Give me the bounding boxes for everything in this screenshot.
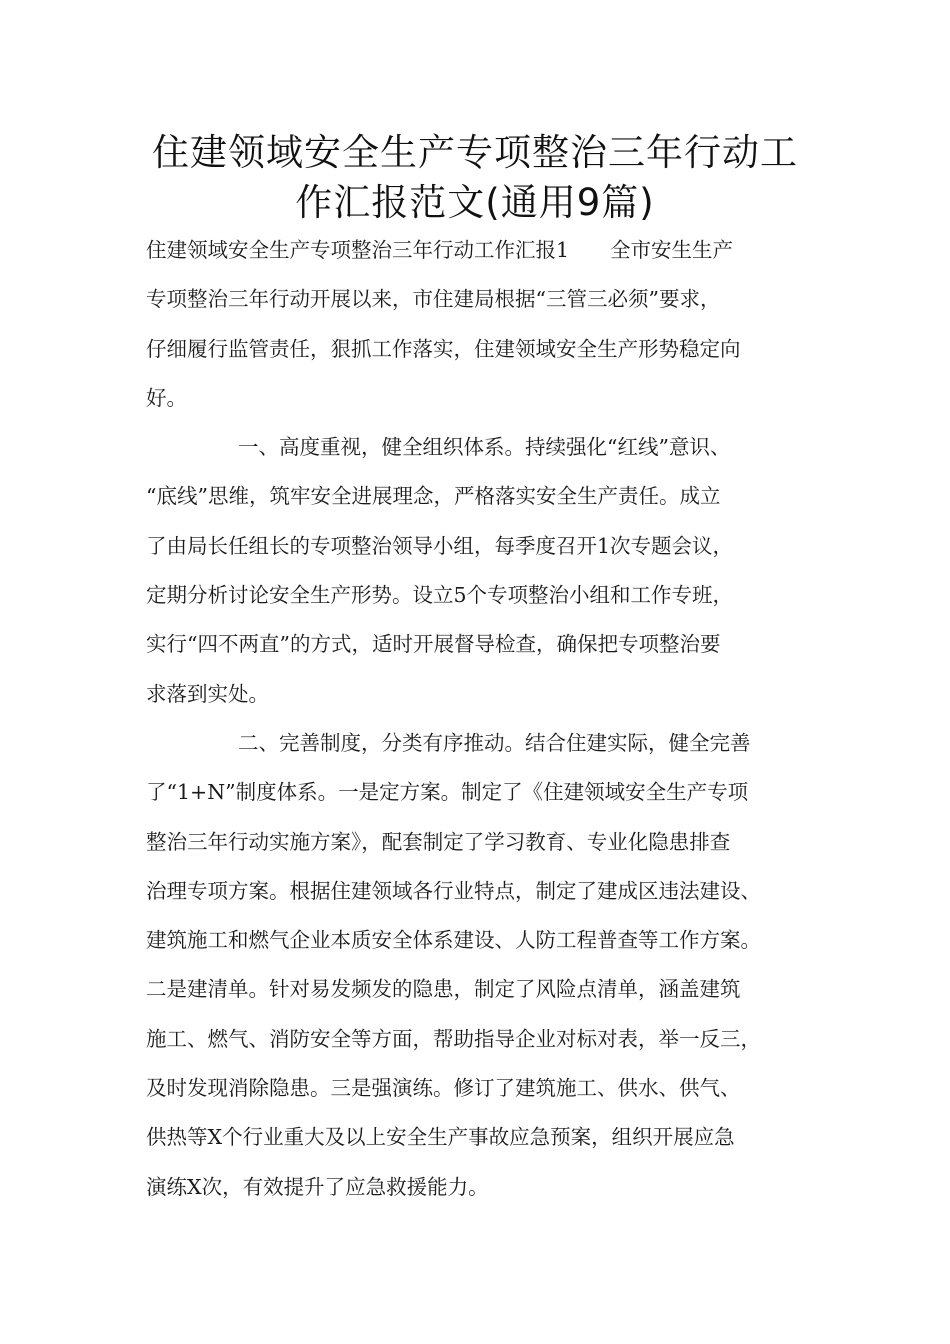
text-line: 供热等X个行业重大及以上安全生产事故应急预案，组织开展应急: [146, 1125, 735, 1150]
text-line: 求落到实处。: [146, 681, 269, 706]
text-line: 及时发现消除隐患。三是强演练。修订了建筑施工、供水、供气、: [146, 1076, 741, 1101]
paragraph-section-1: [146, 423, 846, 719]
paragraph-section-2: [146, 719, 846, 1212]
text-line: 一、高度重视，健全组织体系。持续强化“红线”意识、: [238, 435, 731, 460]
paragraph-intro: [146, 226, 846, 423]
text-line: 二、完善制度，分类有序推动。结合住建实际，健全完善: [238, 730, 751, 755]
text-line: 演练X次，有效提升了应急救援能力。: [146, 1174, 489, 1199]
text-line: 实行“四不两直”的方式，适时开展督导检查，确保把专项整治要: [146, 632, 721, 657]
text-line: 施工、燃气、消防安全等方面，帮助指导企业对标对表，举一反三，: [146, 1026, 761, 1051]
text-line: 住建领域安全生产专项整治三年行动工作汇报1 全市安生生产: [146, 238, 734, 262]
text-line: 了由局长任组长的专项整治领导小组，每季度召开1次专题会议，: [146, 533, 734, 558]
text-line: 二是建清单。针对易发频发的隐患，制定了风险点清单，涵盖建筑: [146, 977, 741, 1002]
text-line: 了“1+N”制度体系。一是定方案。制定了《住建领域安全生产专项: [146, 780, 749, 805]
text-line: 建筑施工和燃气企业本质安全体系建设、人防工程普查等工作方案。: [146, 928, 761, 953]
text-line: 治理专项方案。根据住建领域各行业特点，制定了建成区违法建设、: [146, 878, 761, 903]
text-line: 好。: [146, 385, 187, 410]
text-line: 定期分析讨论安全生产形势。设立5个专项整治小组和工作专班，: [146, 583, 734, 608]
title-line-2: 作汇报范文(通用9篇): [295, 181, 655, 224]
text-line: 专项整治三年行动开展以来，市住建局根据“三管三必须”要求，: [146, 287, 721, 312]
document-body: [146, 226, 846, 1212]
text-line: “底线”思维，筑牢安全进展理念，严格落实安全生产责任。成立: [146, 484, 721, 509]
title-line-1: 住建领域安全生产专项整治三年行动工: [152, 131, 798, 174]
document-title: [100, 128, 850, 228]
text-line: 仔细履行监管责任，狠抓工作落实，住建领域安全生产形势稳定向: [146, 336, 741, 361]
text-line: 整治三年行动实施方案》，配套制定了学习教育、专业化隐患排查: [146, 829, 731, 854]
